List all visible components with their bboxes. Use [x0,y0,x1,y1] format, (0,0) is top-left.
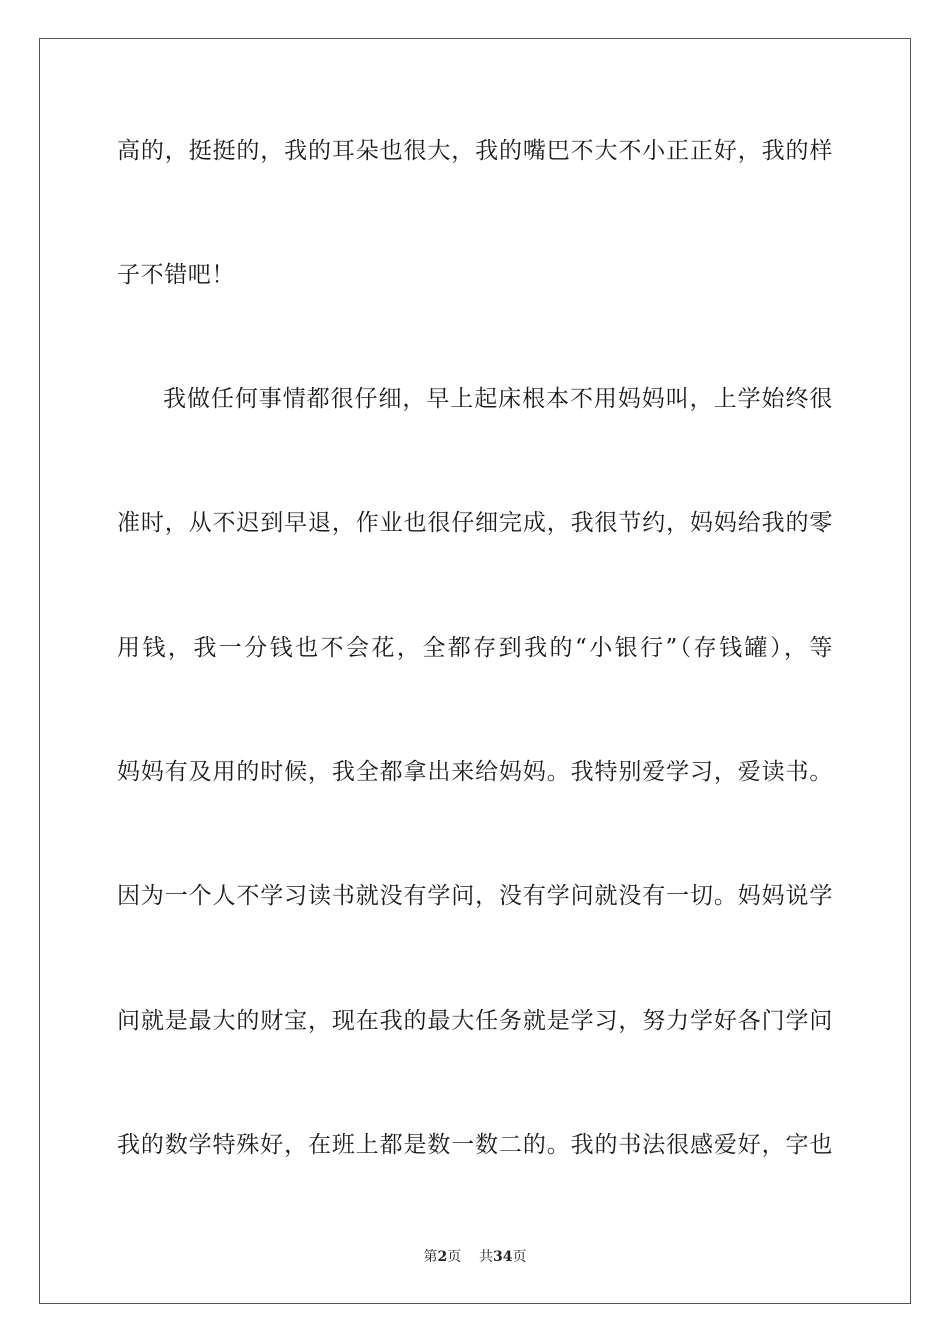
body-line-3: 我做任何事情都很仔细，早上起床根本不用妈妈叫，上学始终很 [163,386,833,412]
body-line-9: 我的数学特殊好，在班上都是数一数二的。我的书法很感爱好，字也 [117,1132,833,1158]
body-line-5: 用钱，我一分钱也不会花，全都存到我的“小银行”（存钱罐），等 [117,635,833,661]
body-line-6: 妈妈有及用的时候，我全都拿出来给妈妈。我特别爱学习，爱读书。 [117,759,833,785]
body-line-8: 问就是最大的财宝，现在我的最大任务就是学习，努力学好各门学问 [117,1008,833,1034]
body-line-7: 因为一个人不学习读书就没有学问，没有学问就没有一切。妈妈说学 [117,883,833,909]
footer-total-number: 34 [493,1249,513,1265]
body-line-2: 子不错吧！ [117,262,235,288]
footer-total-suffix: 页 [512,1249,527,1265]
footer-page-prefix: 第 [423,1249,438,1265]
page-frame [39,38,911,1304]
body-line-1: 高的，挺挺的，我的耳朵也很大，我的嘴巴不大不小正正好，我的样 [117,138,833,164]
page-footer [0,1248,950,1266]
footer-page-suffix: 页 [447,1249,462,1265]
footer-total-prefix: 共 [479,1249,494,1265]
footer-page-number: 2 [437,1249,448,1265]
body-line-4: 准时，从不迟到早退，作业也很仔细完成，我很节约，妈妈给我的零 [117,510,833,536]
